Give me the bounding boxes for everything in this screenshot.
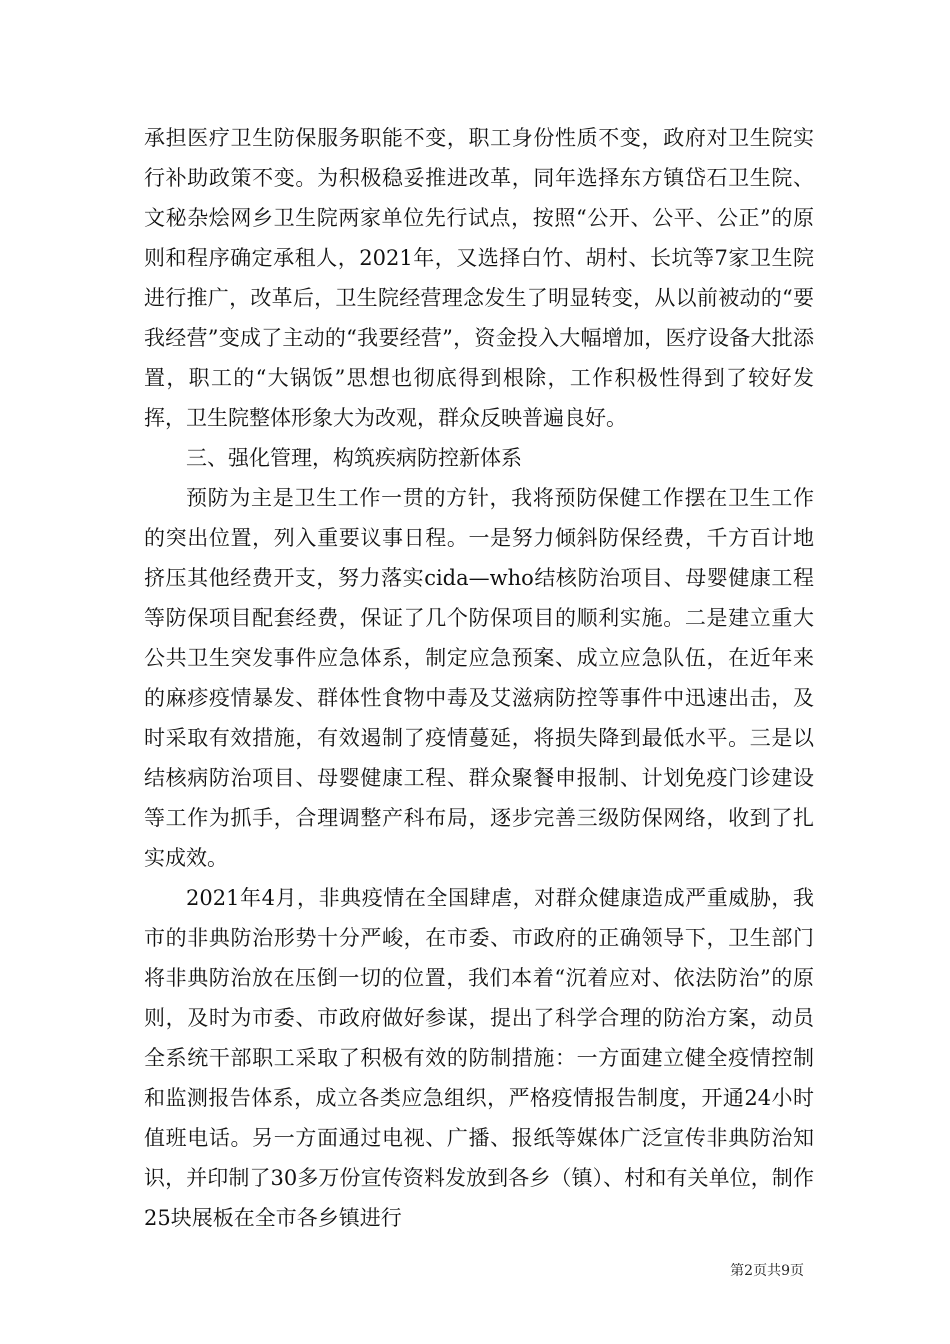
section-heading: 三、强化管理，构筑疾病防控新体系: [186, 446, 522, 470]
page-number: 第2页共9页: [730, 1263, 804, 1279]
document-body: [144, 118, 814, 1238]
paragraph-sars: 2021年4月，非典疫情在全国肆虐，对群众健康造成严重威胁，我市的非典防治形势十分严峻，在市委、市政府的正确领导下，卫生部门将非典防治放在压倒一切的位置，我们本着“沉着应对、依法防治”的原则，及时为市委、市政府做好参谋，提出了科学合理的防治方案，动员全系统干部职工采取了积极有效的防制措施：一方面建立健全疫情控制和监测报告体系，成立各类应急组织，严格疫情报告制度，开通24小时值班电话。另一方面通过电视、广播、报纸等媒体广泛宣传非典防治知识，并印制了30多万份宣传资料发放到各乡（镇）、村和有关单位，制作25块展板在全市各乡镇进行: [144, 886, 814, 1230]
paragraph-prevention: 预防为主是卫生工作一贯的方针，我将预防保健工作摆在卫生工作的突出位置，列入重要议事日程。一是努力倾斜防保经费，千方百计地挤压其他经费开支，努力落实cida—who结核防治项目、母婴健康工程等防保项目配套经费，保证了几个防保项目的顺利实施。二是建立重大公共卫生突发事件应急体系，制定应急预案、成立应急队伍，在近年来的麻疹疫情暴发、群体性食物中毒及艾滋病防控等事件中迅速出击，及时采取有效措施，有效遏制了疫情蔓延，将损失降到最低水平。三是以结核病防治项目、母婴健康工程、群众聚餐申报制、计划免疫门诊建设等工作为抓手，合理调整产科布局，逐步完善三级防保网络，收到了扎实成效。: [144, 486, 814, 870]
paragraph-continued: 承担医疗卫生防保服务职能不变，职工身份性质不变，政府对卫生院实行补助政策不变。为积极稳妥推进改革，同年选择东方镇岱石卫生院、文秘杂烩网乡卫生院两家单位先行试点，按照“公开、公平、公正”的原则和程序确定承租人，2021年，又选择白竹、胡村、长坑等7家卫生院进行推广，改革后，卫生院经营理念发生了明显转变，从以前被动的“要我经营”变成了主动的“我要经营”，资金投入大幅增加，医疗设备大批添置，职工的“大锅饭”思想也彻底得到根除，工作积极性得到了较好发挥，卫生院整体形象大为改观，群众反映普遍良好。: [144, 126, 814, 430]
